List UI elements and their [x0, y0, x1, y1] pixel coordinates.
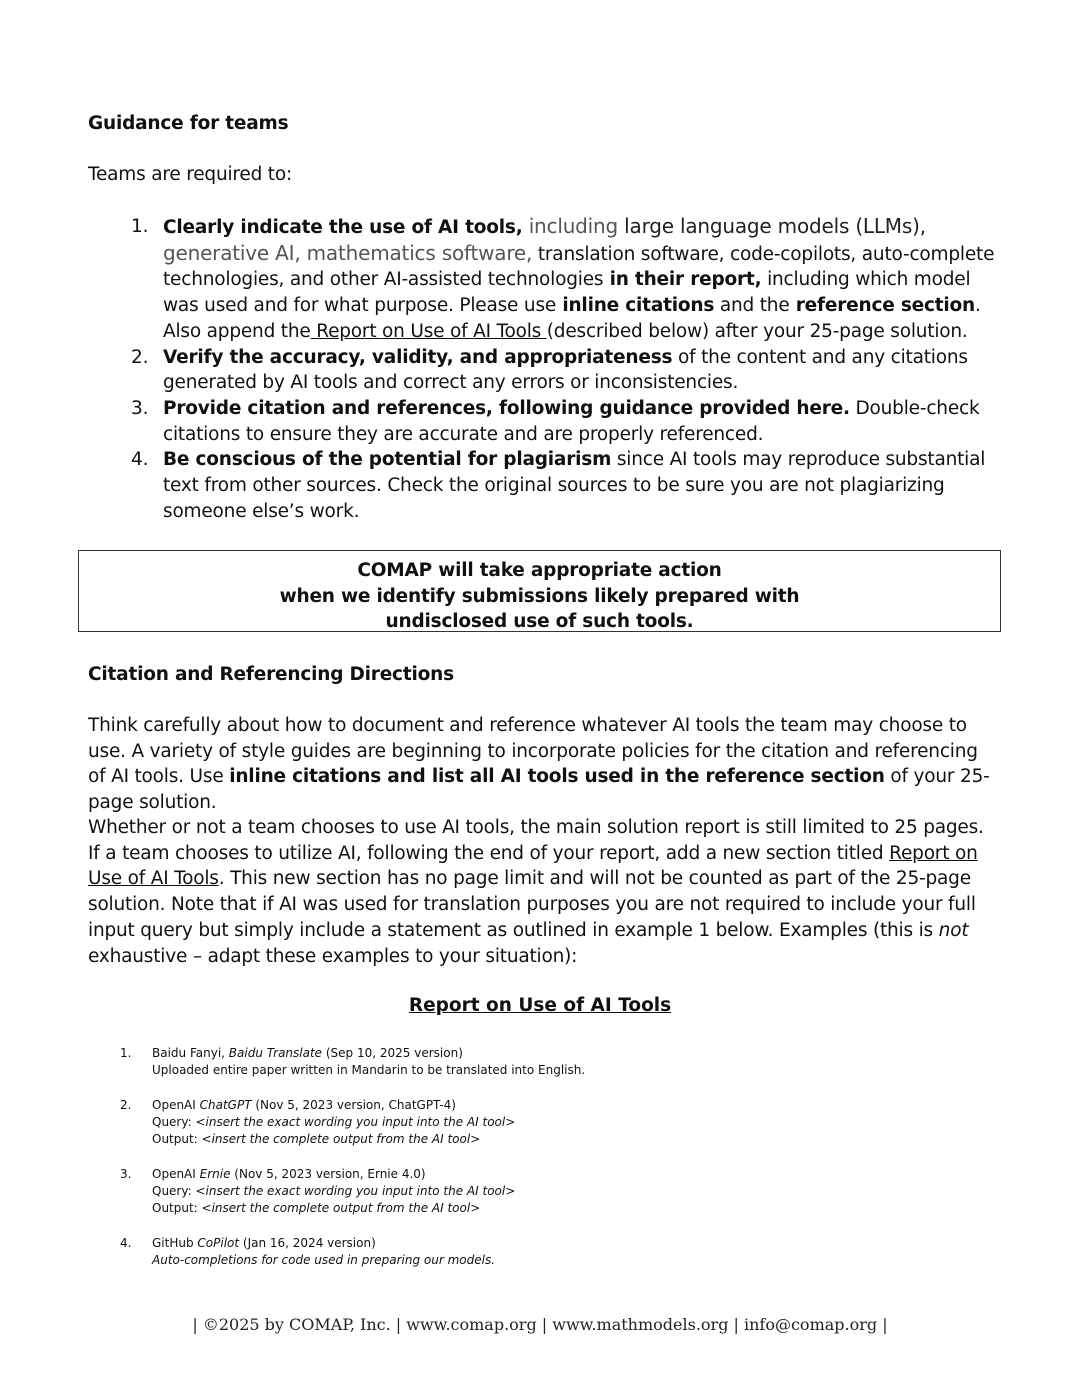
- report-link[interactable]: Report on Use of AI Tools: [88, 842, 978, 890]
- page-footer: | ©2025 by COMAP, Inc. | www.comap.org | www.mathmodels.org | info@comap.org |: [192, 1315, 888, 1334]
- intro-text: Teams are required to:: [88, 164, 293, 185]
- example-vendor: OpenAI: [152, 1167, 200, 1181]
- citation-heading: Citation and Referencing Directions: [88, 664, 454, 685]
- paragraph-text: exhaustive – adapt these examples to your situation):: [88, 945, 578, 967]
- item-large-text: large language models (LLMs),: [618, 214, 926, 238]
- item-large-text: generative AI, mathematics software,: [163, 240, 533, 265]
- item-bold-text: inline citations: [556, 295, 715, 317]
- example-vendor: Baidu Fanyi,: [152, 1046, 229, 1060]
- guidance-item-1: [88, 214, 1000, 345]
- item-bold-text: Verify the accuracy, validity, and appropriateness: [163, 346, 673, 368]
- citation-paragraph: [88, 713, 1000, 816]
- guidance-item-3: [88, 396, 1000, 447]
- example-item-4: [120, 1235, 585, 1269]
- example-number: 1.: [120, 1046, 132, 1060]
- item-bold-text: reference section: [789, 295, 976, 317]
- example-version: (Nov 5, 2023 version, ChatGPT-4): [251, 1098, 456, 1112]
- notice-line-3: undisclosed use of such tools.: [385, 611, 694, 633]
- item-bold-text: Provide citation and references, following guidance provided here.: [163, 397, 850, 419]
- item-text: and the: [714, 295, 790, 317]
- example-product: Ernie: [199, 1167, 231, 1181]
- list-number: 2.: [131, 346, 149, 368]
- example-product: CoPilot: [197, 1236, 240, 1250]
- report-paragraph: [88, 815, 1000, 969]
- example-number: 3.: [120, 1167, 132, 1181]
- guidance-item-4: [88, 447, 1000, 524]
- notice-line-1: COMAP will take appropriate action: [357, 560, 722, 581]
- output-text: <insert the complete output from the AI tool>: [201, 1132, 481, 1146]
- item-text: including which model was used and for what purpose. Please use: [163, 269, 971, 317]
- paragraph-italic-text: not: [938, 919, 969, 941]
- query-label: Query:: [152, 1115, 196, 1129]
- report-title: Report on Use of AI Tools: [408, 995, 672, 1016]
- example-number: 4.: [120, 1236, 132, 1250]
- item-large-text: including: [522, 214, 618, 238]
- paragraph-text: of your 25-page solution.: [88, 766, 990, 814]
- guidance-heading: Guidance for teams: [88, 113, 289, 134]
- example-number: 2.: [120, 1098, 132, 1112]
- item-text: translation software, code-copilots, auto-complete technologies, and other AI-assisted technologies: [163, 243, 995, 291]
- query-text: <insert the exact wording you input into the AI tool>: [195, 1115, 516, 1129]
- guidance-list: [88, 214, 1000, 524]
- example-version: (Nov 5, 2023 version, Ernie 4.0): [230, 1167, 426, 1181]
- examples-list: [120, 1045, 585, 1287]
- item-bold-text: Clearly indicate the use of AI tools,: [163, 217, 523, 238]
- example-product: Baidu Translate: [228, 1046, 323, 1060]
- notice-line-2: when we identify submissions likely prepared with: [279, 585, 800, 607]
- item-text: . Also append the: [163, 295, 981, 342]
- example-item-3: [120, 1166, 585, 1217]
- list-number: 4.: [131, 449, 149, 471]
- query-text: <insert the exact wording you input into the AI tool>: [195, 1184, 516, 1198]
- output-label: Output:: [152, 1132, 202, 1146]
- paragraph-text: Think carefully about how to document and reference whatever AI tools the team may choose to use. A variety of style guides are beginning to incorporate policies for the citation and referencing of AI tools. Use: [88, 715, 978, 788]
- output-text: <insert the complete output from the AI tool>: [201, 1201, 481, 1215]
- item-bold-text: Be conscious of the potential for plagiarism: [163, 449, 612, 471]
- example-version: (Sep 10, 2025 version): [322, 1046, 463, 1060]
- item-text: of the content and any citations generated by AI tools and correct any errors or inconsistencies.: [163, 346, 968, 394]
- item-text: (described below) after your 25-page solution.: [546, 320, 968, 342]
- list-number: 3.: [131, 397, 149, 419]
- list-number: 1.: [131, 216, 149, 237]
- item-text: since AI tools may reproduce substantial text from other sources. Check the original sources to be sure you are not plagiarizing someone else’s work.: [163, 449, 986, 522]
- example-description: Auto-completions for code used in preparing our models.: [152, 1253, 496, 1267]
- example-item-2: [120, 1097, 585, 1148]
- example-description: Uploaded entire paper written in Mandarin to be translated into English.: [152, 1063, 586, 1077]
- output-label: Output:: [152, 1201, 202, 1215]
- example-vendor: OpenAI: [152, 1098, 200, 1112]
- example-item-1: [120, 1045, 585, 1079]
- item-text: Double-check citations to ensure they are accurate and are properly referenced.: [163, 397, 980, 445]
- example-product: ChatGPT: [199, 1098, 252, 1112]
- report-link[interactable]: Report on Use of AI Tools: [310, 320, 547, 342]
- paragraph-text: Whether or not a team chooses to use AI tools, the main solution report is still limited to 25 pages. If a team chooses to utilize AI, following the end of your report, add a new section titled: [88, 817, 984, 864]
- example-vendor: GitHub: [152, 1236, 198, 1250]
- paragraph-bold-text: inline citations and list all AI tools used in the reference section: [229, 766, 885, 788]
- paragraph-text: . This new section has no page limit and will not be counted as part of the 25-page solution. Note that if AI was used for translation purposes you are not required to include your full input query but simply include a statement as outlined in example 1 below. Examples (this is: [88, 868, 976, 941]
- query-label: Query:: [152, 1184, 196, 1198]
- notice-box: [78, 550, 1001, 632]
- example-version: (Jan 16, 2024 version): [239, 1236, 376, 1250]
- guidance-item-2: [88, 345, 1000, 396]
- item-bold-text: in their report,: [603, 269, 762, 291]
